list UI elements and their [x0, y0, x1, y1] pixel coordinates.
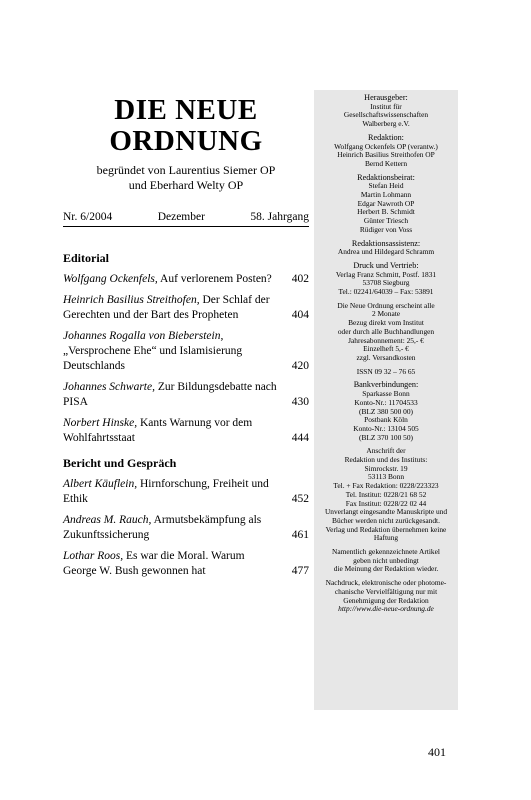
disclaimer-block — [314, 548, 458, 574]
journal-title: DIE NEUE ORDNUNG — [109, 94, 263, 157]
text-line: Anschrift der — [366, 446, 406, 456]
text-line: Herbert B. Schmidt — [357, 207, 415, 217]
toc-entry-text — [63, 416, 287, 446]
text-lines — [314, 579, 458, 605]
text-line: Simrockstr. 19 — [364, 463, 408, 473]
text-line: zzgl. Versandkosten — [356, 352, 416, 362]
toc-author: Johannes Schwarte, — [63, 381, 155, 393]
toc-entry — [63, 272, 309, 287]
toc-entry-text — [63, 477, 287, 507]
toc-list-bericht — [63, 477, 309, 579]
website-link[interactable]: http://www.die-neue-ordnung.de — [338, 604, 434, 614]
text-line: Tel. Institut: 0228/21 68 52 — [345, 489, 427, 499]
text-line: Bücher werden nicht zurückgesandt. — [332, 515, 440, 525]
toc-page: 420 — [291, 360, 309, 372]
toc-page: 461 — [291, 529, 309, 541]
text-line: (BLZ 370 100 50) — [359, 432, 413, 442]
text-line: Konto-Nr.: 11704533 — [354, 397, 418, 407]
toc-author: Andreas M. Rauch, — [63, 514, 152, 526]
text-line: Heinrich Basilius Streithofen OP — [337, 150, 435, 160]
print-block: Druck und Vertrieb: Verlag Franz Schmitt, Postf. 1831 53708 Siegburg Tel.: 02241/64039 – Fax: 53891 — [314, 262, 458, 297]
page-number: 401 — [428, 745, 446, 759]
section-editorial: Editorial — [63, 251, 110, 265]
toc-entry-text — [63, 329, 287, 374]
founders: begründet von Laurentius Siemer OP und Eberhard Welty OP — [96, 163, 276, 192]
text-line: Tel. + Fax Redaktion: 0228/223323 — [333, 481, 439, 491]
text-line: Nachdruck, elektronische oder photome- — [325, 578, 447, 588]
text-line: Sparkasse Bonn — [362, 389, 410, 399]
text-line: oder durch alle Buchhandlungen — [337, 326, 435, 336]
toc-entry — [63, 513, 309, 543]
board-block: Redaktionsbeirat: Stefan Heid Martin Lohmann Edgar Nawroth OP Herbert B. Schmidt Günter Triesch Rüdiger von Voss — [314, 174, 458, 235]
text-lines — [314, 447, 458, 543]
issue-volume: 58. Jahrgang — [250, 211, 309, 223]
section-bericht: Bericht und Gespräch — [63, 456, 177, 470]
toc-author: Heinrich Basilius Streithofen, — [63, 294, 200, 306]
toc-page: 444 — [291, 432, 309, 444]
toc-author: Norbert Hinske, — [63, 417, 138, 429]
toc-title: Auf verlorenem Posten? — [160, 273, 272, 285]
text-line: (BLZ 380 500 00) — [359, 406, 413, 416]
text-line: Stefan Heid — [368, 181, 404, 191]
toc-page: 477 — [291, 565, 309, 577]
address-block — [314, 447, 458, 543]
masthead-column — [63, 95, 309, 579]
toc-entry-text — [63, 380, 287, 410]
toc-entry — [63, 549, 309, 579]
toc-author: Wolfgang Ockenfels, — [63, 273, 158, 285]
text-line: Haftung — [373, 533, 399, 543]
toc-author: Lothar Roos, — [63, 550, 124, 562]
toc-author: Johannes Rogalla von Bieberstein, — [63, 330, 224, 342]
text-line: Verlag und Redaktion übernehmen keine — [325, 524, 447, 534]
text-lines — [314, 548, 458, 574]
text-line: Namentlich gekennzeichnete Artikel — [332, 547, 440, 557]
toc-title: „Versprochene Ehe“ und Islamisierung Deutschlands — [63, 345, 243, 372]
text-line: die Meinung der Redaktion wieder. — [333, 564, 439, 574]
text-line: Tel.: 02241/64039 – Fax: 53891 — [338, 287, 434, 297]
editorial-block: Redaktion: Wolfgang Ockenfels OP (verantw.) Heinrich Basilius Streithofen OP Bernd Kettern — [314, 134, 458, 169]
toc-title: Es war die Moral. Warum George W. Bush gewonnen hat — [63, 550, 245, 577]
text-line: Unverlangt eingesandte Manuskripte und — [324, 507, 448, 517]
text-line: Postbank Köln — [364, 415, 408, 425]
text-line: Martin Lohmann — [360, 190, 412, 200]
imprint-sidebar — [314, 90, 458, 710]
text-line: Institut für — [370, 101, 402, 111]
issue-month: Dezember — [157, 211, 205, 223]
issn: ISSN 09 32 – 76 65 — [356, 366, 416, 376]
text-line: Andrea und Hildegard Schramm — [337, 247, 435, 257]
toc-title: Der Schlaf der Gerechten und der Bart des Propheten — [63, 294, 270, 321]
toc-entry-text — [63, 272, 287, 287]
toc-entry-text — [63, 293, 287, 323]
text-line: Genehmigung der Redaktion — [343, 595, 429, 605]
toc-entry-text — [63, 549, 287, 579]
toc-entry — [63, 477, 309, 507]
toc-page: 452 — [291, 493, 309, 505]
text-line: 53708 Siegburg — [362, 278, 410, 288]
text-line: Gesellschaftswissenschaften — [343, 110, 429, 120]
text-line: Günter Triesch — [363, 216, 409, 226]
text-line: Rüdiger von Voss — [359, 224, 413, 234]
toc-author: Albert Käuflein, — [63, 478, 138, 490]
toc-title: Zur Bildungsdebatte nach PISA — [63, 381, 277, 408]
text-line: Wolfgang Ockenfels OP (verantw.) — [334, 141, 438, 151]
issue-line — [63, 211, 309, 227]
text-line: Redaktion und des Instituts: — [344, 455, 428, 465]
text-lines — [314, 143, 458, 169]
assistance-block: Redaktionsassistenz: Andrea und Hildegard Schramm — [314, 240, 458, 257]
text-line: 53113 Bonn — [367, 472, 405, 482]
toc-title: Armutsbekämpfung als Zukunftssicherung — [63, 514, 262, 541]
toc-entry — [63, 293, 309, 323]
text-line: Bernd Kettern — [364, 158, 408, 168]
toc-entry-text — [63, 513, 287, 543]
toc-list-editorial — [63, 272, 309, 446]
text-lines — [314, 103, 458, 129]
toc-title: Hirnforschung, Freiheit und Ethik — [63, 478, 269, 505]
text-lines — [314, 248, 458, 257]
text-lines — [314, 390, 458, 442]
toc-page: 430 — [291, 396, 309, 408]
toc-page: 402 — [291, 273, 309, 285]
text-line: Bezug direkt vom Institut — [348, 318, 424, 328]
text-line: Fax Institut: 0228/22 02 44 — [345, 498, 427, 508]
toc-entry — [63, 416, 309, 446]
text-line: chanische Vervielfältigung nur mit — [334, 586, 438, 596]
text-line: Jahresabonnement: 25,- € — [348, 335, 424, 345]
text-line: 2 Monate — [371, 309, 401, 319]
text-lines — [314, 182, 458, 234]
text-line: geben nicht unbedingt — [353, 555, 419, 565]
toc-title: Kants Warnung vor dem Wohlfahrtsstaat — [63, 417, 253, 444]
issue-number: Nr. 6/2004 — [63, 211, 113, 223]
text-line: Walberberg e.V. — [362, 119, 410, 129]
toc-entry — [63, 329, 309, 374]
subscription-block — [314, 302, 458, 363]
text-lines — [314, 271, 458, 297]
toc-entry — [63, 380, 309, 410]
text-line: Edgar Nawroth OP — [357, 198, 415, 208]
copyright-block — [314, 579, 458, 614]
toc-page: 404 — [291, 309, 309, 321]
publisher-block: Herausgeber: Institut für Gesellschaftswissenschaften Walberberg e.V. — [314, 94, 458, 129]
text-line: Konto-Nr.: 13104 505 — [353, 423, 419, 433]
text-line: Die Neue Ordnung erscheint alle — [337, 300, 435, 310]
text-line: Verlag Franz Schmitt, Postf. 1831 — [335, 269, 437, 279]
text-lines — [314, 302, 458, 363]
bank-block: Bankverbindungen: Sparkasse Bonn Konto-Nr.: 11704533 (BLZ 380 500 00) Postbank Köln Konto-Nr.: 13104 505 (BLZ 370 100 50) — [314, 381, 458, 442]
text-line: Einzelheft 5,- € — [363, 344, 409, 354]
